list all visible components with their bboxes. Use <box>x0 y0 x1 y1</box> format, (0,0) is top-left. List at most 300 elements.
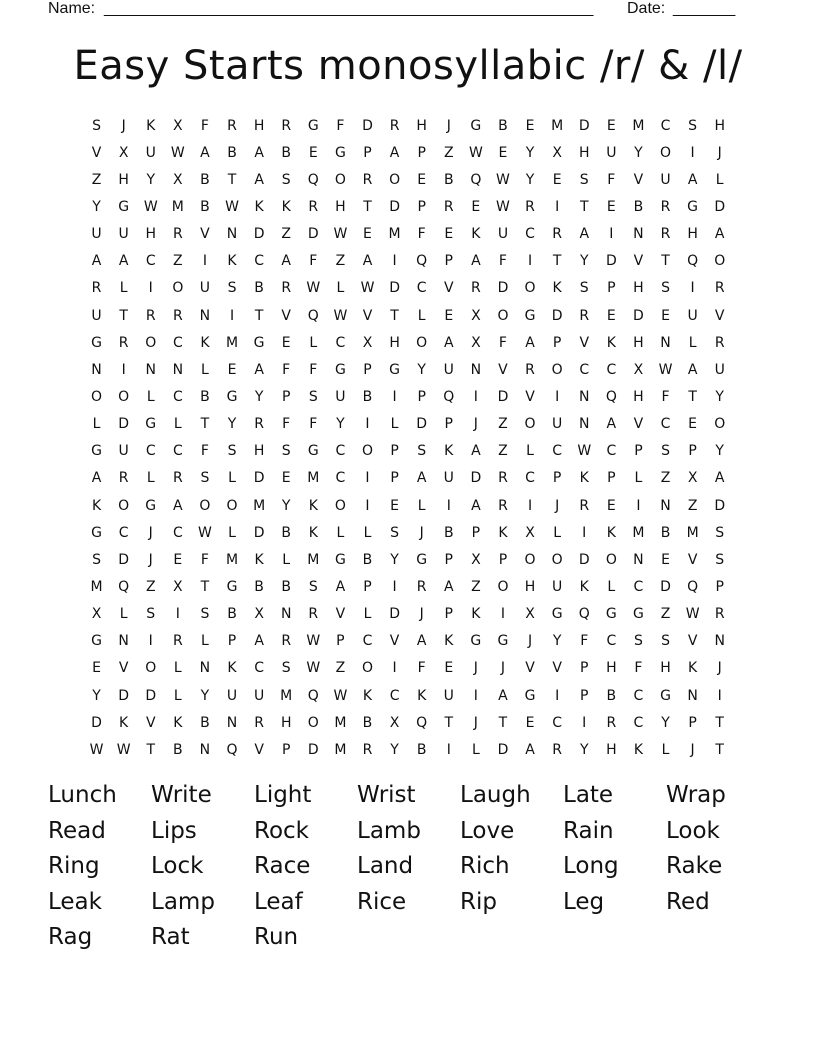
grid-letter[interactable]: N <box>633 226 644 243</box>
grid-letter[interactable]: H <box>633 388 644 405</box>
grid-letter[interactable]: U <box>687 307 698 324</box>
grid-letter[interactable]: I <box>636 497 641 514</box>
grid-letter[interactable]: T <box>254 307 264 324</box>
grid-letter[interactable]: H <box>633 334 644 351</box>
grid-letter[interactable]: A <box>416 633 427 650</box>
grid-letter[interactable]: D <box>497 388 509 405</box>
grid-letter[interactable]: G <box>226 388 238 405</box>
grid-letter[interactable]: I <box>392 660 397 677</box>
grid-letter[interactable]: V <box>552 660 562 677</box>
grid-letter[interactable]: T <box>119 307 128 324</box>
grid-letter[interactable]: N <box>660 497 671 514</box>
grid-letter[interactable]: D <box>633 307 644 324</box>
grid-letter[interactable]: U <box>335 388 346 405</box>
grid-letter[interactable]: K <box>119 714 129 731</box>
grid-letter[interactable]: E <box>173 551 183 568</box>
grid-letter[interactable]: N <box>714 633 725 650</box>
grid-letter[interactable]: H <box>606 660 617 677</box>
grid-letter[interactable]: R <box>362 741 373 758</box>
grid-letter[interactable]: I <box>365 470 370 487</box>
grid-letter[interactable]: R <box>498 470 508 487</box>
grid-letter[interactable]: C <box>606 443 617 460</box>
grid-letter[interactable]: A <box>471 497 481 514</box>
grid-letter[interactable]: P <box>363 578 372 595</box>
grid-letter[interactable]: E <box>525 117 535 134</box>
grid-letter[interactable]: U <box>606 144 617 161</box>
grid-letter[interactable]: K <box>471 606 481 623</box>
grid-letter[interactable]: I <box>582 524 587 541</box>
grid-letter[interactable]: N <box>118 633 129 650</box>
grid-letter[interactable]: J <box>148 551 153 568</box>
grid-letter[interactable]: G <box>660 687 671 704</box>
grid-letter[interactable]: R <box>172 470 183 487</box>
grid-letter[interactable]: X <box>389 714 400 731</box>
grid-letter[interactable]: M <box>253 497 266 514</box>
grid-letter[interactable]: I <box>148 633 153 650</box>
grid-letter[interactable]: R <box>172 226 183 243</box>
grid-letter[interactable]: O <box>524 280 536 297</box>
grid-letter[interactable]: J <box>717 660 722 677</box>
grid-letter[interactable]: G <box>470 633 482 650</box>
grid-letter[interactable]: H <box>714 117 725 134</box>
grid-letter[interactable]: H <box>660 660 671 677</box>
grid-letter[interactable]: A <box>254 171 264 188</box>
grid-letter[interactable]: G <box>91 334 102 351</box>
grid-letter[interactable]: O <box>497 578 509 595</box>
grid-letter[interactable]: L <box>553 524 562 541</box>
grid-letter[interactable]: C <box>362 633 373 650</box>
grid-letter[interactable]: D <box>497 741 509 758</box>
grid-letter[interactable]: J <box>717 144 722 161</box>
grid-letter[interactable]: Z <box>498 416 508 433</box>
grid-letter[interactable]: D <box>253 524 265 541</box>
grid-letter[interactable]: C <box>633 714 644 731</box>
grid-letter[interactable]: F <box>498 334 507 351</box>
grid-letter[interactable]: O <box>416 334 428 351</box>
grid-letter[interactable]: B <box>281 578 291 595</box>
grid-letter[interactable]: D <box>307 741 319 758</box>
grid-letter[interactable]: E <box>444 307 454 324</box>
grid-letter[interactable]: T <box>552 253 562 270</box>
grid-letter[interactable]: E <box>444 660 454 677</box>
grid-letter[interactable]: V <box>91 144 102 161</box>
grid-letter[interactable]: R <box>308 606 319 623</box>
grid-letter[interactable]: G <box>605 606 617 623</box>
grid-letter[interactable]: M <box>334 714 347 731</box>
grid-letter[interactable]: N <box>199 660 211 677</box>
grid-letter[interactable]: H <box>389 334 400 351</box>
grid-letter[interactable]: F <box>200 443 209 460</box>
grid-letter[interactable]: Y <box>390 551 399 568</box>
grid-letter[interactable]: R <box>145 307 156 324</box>
grid-letter[interactable]: P <box>634 443 643 460</box>
grid-letter[interactable]: U <box>118 443 129 460</box>
grid-letter[interactable]: B <box>362 388 373 405</box>
grid-letter[interactable]: Q <box>605 388 617 405</box>
grid-letter[interactable]: S <box>579 171 589 188</box>
grid-letter[interactable]: L <box>173 416 182 433</box>
grid-letter[interactable]: G <box>226 578 238 595</box>
grid-letter[interactable]: I <box>121 361 126 378</box>
grid-letter[interactable]: Q <box>118 578 130 595</box>
grid-letter[interactable]: H <box>145 226 156 243</box>
grid-letter[interactable]: P <box>281 741 291 758</box>
grid-letter[interactable]: D <box>714 497 726 514</box>
grid-letter[interactable]: M <box>90 578 103 595</box>
grid-letter[interactable]: I <box>555 687 560 704</box>
grid-letter[interactable]: R <box>552 226 562 243</box>
grid-letter[interactable]: O <box>172 280 184 297</box>
grid-letter[interactable]: X <box>173 171 183 188</box>
grid-letter[interactable]: V <box>525 660 535 677</box>
grid-letter[interactable]: L <box>92 416 101 433</box>
grid-letter[interactable]: Y <box>254 388 264 405</box>
grid-letter[interactable]: I <box>202 253 207 270</box>
grid-letter[interactable]: L <box>471 741 480 758</box>
grid-letter[interactable]: O <box>714 416 726 433</box>
grid-letter[interactable]: P <box>688 443 697 460</box>
grid-letter[interactable]: P <box>363 144 372 161</box>
grid-letter[interactable]: P <box>227 633 237 650</box>
grid-letter[interactable]: V <box>498 361 508 378</box>
grid-letter[interactable]: R <box>498 497 508 514</box>
grid-letter[interactable]: O <box>361 660 373 677</box>
grid-letter[interactable]: O <box>551 361 563 378</box>
grid-letter[interactable]: V <box>362 307 373 324</box>
grid-letter[interactable]: O <box>118 497 130 514</box>
grid-letter[interactable]: H <box>578 144 590 161</box>
grid-letter[interactable]: R <box>579 497 590 514</box>
grid-letter[interactable]: E <box>417 171 427 188</box>
grid-letter[interactable]: N <box>578 416 590 433</box>
grid-letter[interactable]: R <box>362 171 373 188</box>
grid-letter[interactable]: C <box>579 361 590 378</box>
grid-letter[interactable]: I <box>392 253 397 270</box>
grid-letter[interactable]: O <box>226 497 238 514</box>
grid-letter[interactable]: K <box>281 198 291 215</box>
grid-letter[interactable]: V <box>633 416 644 433</box>
grid-letter[interactable]: J <box>473 714 478 731</box>
grid-letter[interactable]: R <box>308 198 319 215</box>
grid-letter[interactable]: L <box>417 307 426 324</box>
grid-letter[interactable]: K <box>91 497 102 514</box>
grid-letter[interactable]: E <box>606 198 616 215</box>
grid-letter[interactable]: E <box>363 226 372 243</box>
grid-letter[interactable]: U <box>443 361 454 378</box>
grid-letter[interactable]: W <box>577 443 592 460</box>
grid-letter[interactable]: N <box>578 388 590 405</box>
grid-letter[interactable]: Q <box>307 687 319 704</box>
grid-letter[interactable]: X <box>173 578 183 595</box>
grid-letter[interactable]: A <box>687 171 698 188</box>
grid-letter[interactable]: N <box>145 361 156 378</box>
grid-letter[interactable]: N <box>660 334 671 351</box>
grid-letter[interactable]: F <box>661 388 670 405</box>
grid-letter[interactable]: K <box>606 334 616 351</box>
grid-letter[interactable]: Q <box>307 171 319 188</box>
grid-letter[interactable]: W <box>198 524 212 541</box>
grid-letter[interactable]: W <box>360 280 375 297</box>
grid-letter[interactable]: K <box>227 253 237 270</box>
grid-letter[interactable]: E <box>606 117 616 134</box>
grid-letter[interactable]: A <box>389 144 400 161</box>
grid-letter[interactable]: N <box>91 361 102 378</box>
grid-letter[interactable]: H <box>118 171 129 188</box>
grid-letter[interactable]: L <box>228 470 236 487</box>
grid-letter[interactable]: E <box>498 144 508 161</box>
grid-letter[interactable]: Z <box>443 144 454 161</box>
grid-letter[interactable]: P <box>552 334 562 351</box>
grid-letter[interactable]: V <box>118 660 129 677</box>
grid-letter[interactable]: L <box>417 497 426 514</box>
grid-letter[interactable]: S <box>715 524 725 541</box>
grid-letter[interactable]: G <box>551 606 563 623</box>
grid-letter[interactable]: D <box>389 280 400 297</box>
grid-letter[interactable]: W <box>333 226 348 243</box>
grid-letter[interactable]: S <box>200 470 210 487</box>
grid-letter[interactable]: Z <box>498 443 508 460</box>
grid-letter[interactable]: I <box>229 307 235 324</box>
grid-letter[interactable]: R <box>660 198 671 215</box>
grid-letter[interactable]: L <box>390 416 399 433</box>
grid-letter[interactable]: Q <box>470 171 482 188</box>
grid-letter[interactable]: O <box>145 660 157 677</box>
grid-letter[interactable]: F <box>580 633 589 650</box>
grid-letter[interactable]: A <box>254 633 264 650</box>
grid-letter[interactable]: Y <box>336 416 345 433</box>
grid-letter[interactable]: E <box>471 198 481 215</box>
grid-letter[interactable]: S <box>688 117 698 134</box>
grid-letter[interactable]: G <box>389 361 400 378</box>
grid-letter[interactable]: Y <box>579 253 589 270</box>
grid-letter[interactable]: A <box>118 253 129 270</box>
grid-letter[interactable]: Q <box>443 388 455 405</box>
grid-letter[interactable]: K <box>579 578 589 595</box>
grid-letter[interactable]: X <box>525 524 535 541</box>
grid-letter[interactable]: X <box>254 606 264 623</box>
grid-letter[interactable]: N <box>687 687 698 704</box>
grid-letter[interactable]: L <box>146 470 155 487</box>
grid-letter[interactable]: J <box>446 117 451 134</box>
grid-letter[interactable]: D <box>497 280 509 297</box>
grid-letter[interactable]: T <box>200 578 210 595</box>
grid-letter[interactable]: O <box>605 551 617 568</box>
grid-letter[interactable]: K <box>633 741 644 758</box>
grid-letter[interactable]: G <box>145 497 157 514</box>
grid-letter[interactable]: B <box>227 606 237 623</box>
grid-letter[interactable]: Q <box>307 307 319 324</box>
grid-letter[interactable]: E <box>227 361 237 378</box>
grid-letter[interactable]: M <box>307 470 320 487</box>
grid-letter[interactable]: P <box>336 633 345 650</box>
grid-letter[interactable]: J <box>690 741 695 758</box>
grid-letter[interactable]: K <box>688 660 698 677</box>
grid-letter[interactable]: C <box>633 578 644 595</box>
grid-letter[interactable]: B <box>660 524 671 541</box>
grid-letter[interactable]: T <box>715 741 724 758</box>
grid-letter[interactable]: R <box>281 633 292 650</box>
grid-letter[interactable]: R <box>172 307 183 324</box>
grid-letter[interactable]: T <box>444 714 454 731</box>
grid-letter[interactable]: R <box>254 714 264 731</box>
grid-letter[interactable]: S <box>146 606 156 623</box>
grid-letter[interactable]: W <box>658 361 673 378</box>
grid-letter[interactable]: J <box>419 524 424 541</box>
grid-letter[interactable]: D <box>605 253 617 270</box>
grid-letter[interactable]: B <box>281 144 291 161</box>
grid-letter[interactable]: C <box>633 687 644 704</box>
grid-letter[interactable]: W <box>496 171 510 188</box>
grid-letter[interactable]: G <box>118 198 130 215</box>
grid-letter[interactable]: C <box>606 361 617 378</box>
grid-letter[interactable]: Y <box>200 687 210 704</box>
grid-letter[interactable]: F <box>336 117 345 134</box>
grid-letter[interactable]: L <box>146 388 155 405</box>
grid-letter[interactable]: N <box>172 361 184 378</box>
grid-letter[interactable]: J <box>500 660 506 677</box>
grid-letter[interactable]: C <box>172 388 183 405</box>
grid-letter[interactable]: Y <box>390 741 399 758</box>
grid-letter[interactable]: P <box>552 470 562 487</box>
grid-letter[interactable]: K <box>254 551 264 568</box>
grid-letter[interactable]: U <box>199 280 211 297</box>
grid-letter[interactable]: A <box>606 416 617 433</box>
grid-letter[interactable]: F <box>282 416 291 433</box>
grid-letter[interactable]: B <box>173 741 183 758</box>
grid-letter[interactable]: M <box>551 117 564 134</box>
grid-letter[interactable]: L <box>173 660 182 677</box>
grid-letter[interactable]: I <box>527 253 533 270</box>
grid-letter[interactable]: G <box>416 551 428 568</box>
grid-letter[interactable]: S <box>92 551 101 568</box>
grid-letter[interactable]: D <box>714 198 726 215</box>
grid-letter[interactable]: L <box>363 524 372 541</box>
grid-letter[interactable]: Z <box>91 171 102 188</box>
grid-letter[interactable]: H <box>524 578 536 595</box>
grid-letter[interactable]: C <box>525 470 535 487</box>
grid-letter[interactable]: M <box>171 198 184 215</box>
grid-letter[interactable]: F <box>200 551 209 568</box>
grid-letter[interactable]: K <box>498 524 508 541</box>
grid-letter[interactable]: P <box>444 253 453 270</box>
grid-letter[interactable]: L <box>715 171 724 188</box>
grid-letter[interactable]: O <box>551 551 563 568</box>
grid-letter[interactable]: W <box>170 144 185 161</box>
grid-letter[interactable]: S <box>92 117 101 134</box>
grid-letter[interactable]: E <box>390 497 399 514</box>
grid-letter[interactable]: L <box>526 443 534 460</box>
grid-letter[interactable]: P <box>417 198 426 215</box>
grid-letter[interactable]: J <box>419 606 424 623</box>
grid-letter[interactable]: W <box>496 198 510 215</box>
grid-letter[interactable]: B <box>362 714 373 731</box>
grid-letter[interactable]: R <box>714 606 725 623</box>
grid-letter[interactable]: G <box>253 334 265 351</box>
grid-letter[interactable]: A <box>173 497 183 514</box>
grid-letter[interactable]: D <box>118 687 130 704</box>
grid-letter[interactable]: B <box>443 171 454 188</box>
grid-letter[interactable]: R <box>606 714 617 731</box>
grid-letter[interactable]: N <box>470 361 482 378</box>
grid-letter[interactable]: C <box>335 334 346 351</box>
grid-letter[interactable]: U <box>497 226 509 243</box>
grid-letter[interactable]: O <box>524 416 536 433</box>
grid-letter[interactable]: I <box>582 714 587 731</box>
grid-letter[interactable]: V <box>633 171 644 188</box>
grid-letter[interactable]: T <box>390 307 399 324</box>
grid-letter[interactable]: E <box>525 714 535 731</box>
grid-letter[interactable]: B <box>633 198 644 215</box>
grid-letter[interactable]: W <box>333 307 348 324</box>
grid-letter[interactable]: T <box>146 741 156 758</box>
grid-letter[interactable]: O <box>199 497 211 514</box>
grid-letter[interactable]: G <box>497 633 509 650</box>
grid-letter[interactable]: Q <box>687 578 699 595</box>
grid-letter[interactable]: L <box>282 551 291 568</box>
grid-letter[interactable]: G <box>307 117 319 134</box>
grid-letter[interactable]: L <box>607 578 616 595</box>
grid-letter[interactable]: S <box>200 606 210 623</box>
grid-letter[interactable]: P <box>444 606 453 623</box>
grid-letter[interactable]: I <box>392 388 397 405</box>
grid-letter[interactable]: K <box>362 687 373 704</box>
grid-letter[interactable]: P <box>688 714 697 731</box>
grid-letter[interactable]: R <box>525 198 535 215</box>
grid-letter[interactable]: Y <box>715 443 724 460</box>
grid-letter[interactable]: L <box>309 334 318 351</box>
grid-letter[interactable]: A <box>443 334 454 351</box>
grid-letter[interactable]: N <box>280 606 292 623</box>
grid-letter[interactable]: Y <box>525 171 535 188</box>
grid-letter[interactable]: F <box>498 253 507 270</box>
grid-letter[interactable]: L <box>336 280 345 297</box>
grid-letter[interactable]: X <box>687 470 698 487</box>
grid-letter[interactable]: S <box>661 633 670 650</box>
grid-letter[interactable]: A <box>498 687 508 704</box>
grid-letter[interactable]: C <box>254 253 264 270</box>
grid-letter[interactable]: U <box>552 416 563 433</box>
grid-letter[interactable]: I <box>446 741 451 758</box>
grid-letter[interactable]: G <box>91 443 102 460</box>
grid-letter[interactable]: M <box>632 524 645 541</box>
grid-letter[interactable]: P <box>390 470 399 487</box>
grid-letter[interactable]: D <box>389 198 400 215</box>
grid-letter[interactable]: S <box>281 443 291 460</box>
grid-letter[interactable]: G <box>91 524 102 541</box>
grid-letter[interactable]: S <box>390 524 400 541</box>
grid-letter[interactable]: T <box>715 714 724 731</box>
grid-letter[interactable]: F <box>282 361 291 378</box>
grid-letter[interactable]: K <box>227 660 237 677</box>
grid-letter[interactable]: U <box>91 307 102 324</box>
grid-letter[interactable]: D <box>307 226 319 243</box>
grid-letter[interactable]: D <box>578 117 590 134</box>
grid-letter[interactable]: I <box>690 144 695 161</box>
grid-letter[interactable]: Z <box>145 578 156 595</box>
grid-letter[interactable]: D <box>470 470 482 487</box>
grid-letter[interactable]: S <box>308 388 318 405</box>
grid-letter[interactable]: Z <box>173 253 183 270</box>
grid-letter[interactable]: V <box>389 633 400 650</box>
grid-letter[interactable]: D <box>389 606 400 623</box>
grid-letter[interactable]: L <box>119 280 128 297</box>
grid-letter[interactable]: R <box>714 334 725 351</box>
grid-letter[interactable]: F <box>634 660 643 677</box>
grid-letter[interactable]: L <box>634 470 643 487</box>
grid-letter[interactable]: V <box>281 307 291 324</box>
grid-letter[interactable]: Y <box>92 687 101 704</box>
grid-letter[interactable]: X <box>471 334 481 351</box>
